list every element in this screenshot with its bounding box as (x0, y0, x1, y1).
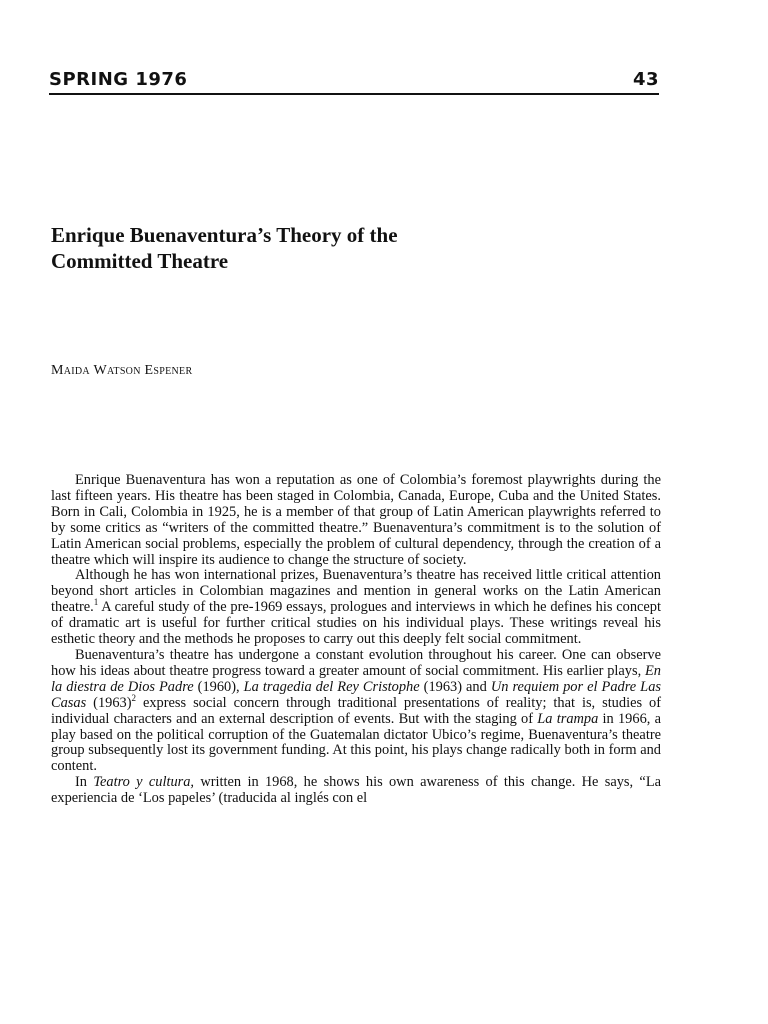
footnote-marker[interactable]: 2 (131, 692, 137, 703)
italic-title: La trampa (537, 710, 599, 727)
author-byline: Maida Watson Espener (51, 363, 193, 378)
article-title (51, 222, 611, 274)
italic-title: La tragedia del Rey Cristophe (243, 678, 420, 695)
paragraph: Although he has won international prizes, Buenaventura’s theatre has received little critical attention beyond short articles in Colombian magazines and mention in general works on the Latin American theatre.$^1$ A careful study of the pre-1969 essays, prologues and interviews in which he defines his concept of dramatic art is useful for further critical studies on his individual plays. These writings reveal his esthetic theory and the methods he proposes to carry out this deeply felt social commitment. (51, 567, 661, 648)
running-head (49, 66, 659, 95)
paragraph: Enrique Buenaventura has won a reputation as one of Colombia’s foremost playwrights during the last fifteen years. His theatre has been staged in Colombia, Canada, Europe, Cuba and the United States. Born in Cali, Colombia in 1925, he is a member of that group of Latin American playwrights referred to by some critics as “writers of the committed theatre.” Buenaventura’s commitment is to the solution of Latin American social problems, especially the problem of cultural dependency, through the creation of a theatre which will inspire its audience to change the structure of society. (51, 472, 661, 568)
page-number: 43 (632, 69, 659, 90)
article-title-line-1: Enrique Buenaventura’s Theory of the (51, 223, 398, 247)
article-title-line-2: Committed Theatre (51, 249, 229, 273)
italic-title: Teatro y cultura, (93, 774, 195, 791)
paragraph: In Teatro y cultura, written in 1968, he shows his own awareness of this change. He says, “La experiencia de ‘Los papeles’ (traducida al inglés con el (51, 774, 661, 807)
journal-issue: SPRING 1976 (49, 69, 188, 90)
footnote-marker[interactable]: 1 (93, 597, 99, 608)
italic-title: Un requiem por el Padre Las Casas (51, 678, 661, 711)
article-body (51, 473, 661, 807)
italic-title: En la diestra de Dios Padre (51, 662, 661, 695)
paragraph: Buenaventura’s theatre has undergone a constant evolution throughout his career. One can observe how his ideas about theatre progress toward a greater amount of social commitment. His earlier plays, En la diestra de Dios Padre (1960), La tragedia del Rey Cristophe (1963) and Un requiem por el Padre Las Casas (1963)$^2$ express social concern through traditional presentations of reality; that is, studies of individual characters and an external description of events. But with the staging of La trampa in 1966, a play based on the political corruption of the Guatemalan dictator Ubico’s regime, Buenaventura’s theatre group subsequently lost its government funding. At this point, his plays change radically both in form and content. (51, 646, 661, 775)
